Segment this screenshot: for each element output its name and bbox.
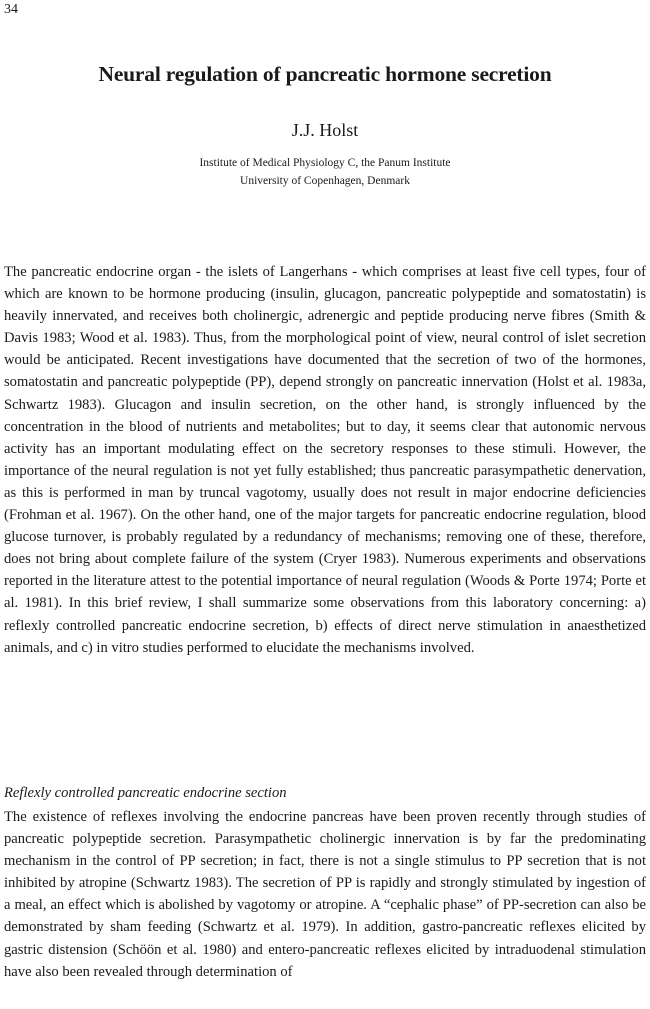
- intro-paragraph: The pancreatic endocrine organ - the islets of Langerhans - which comprises at least five cell types, four of which are known to be hormone producing (insulin, glucagon, pancreatic polypeptide and somatostatin) is heavily innervated, and receives both cholinergic, adrenergic and peptide producing nerve fibres (Smith & Davis 1983; Wood et al. 1983). Thus, from the morphological point of view, neural control of islet secretion would be anticipated. Recent investigations have documented that the secretion of two of the hormones, somatostatin and pancreatic polypeptide (PP), depend strongly on pancreatic innervation (Holst et al. 1983a, Schwartz 1983). Glucagon and insulin secretion, on the other hand, is strongly influenced by the concentration in the blood of nutrients and metabolites; but to day, it seems clear that autonomic nervous activity has an important modulating effect on the secretory responses to these stimuli. However, the importance of the neural regulation is not yet fully established; thus pancreatic parasympathetic denervation, as this is performed in man by truncal vagotomy, usually does not result in major endocrine deficiencies (Frohman et al. 1967). On the other hand, one of the major targets for pancreatic endocrine regulation, blood glucose turnover, is probably regulated by a redundancy of mechanisms; removing one of these, therefore, does not bring about complete failure of the system (Cryer 1983). Numerous experiments and observations reported in the literature attest to the potential importance of neural regulation (Woods & Porte 1974; Porte et al. 1981). In this brief review, I shall summarize some observations from this laboratory concerning: a) reflexly controlled pancreatic endocrine secretion, b) effects of direct nerve stimulation in anaesthetized animals, and c) in vitro studies performed to elucidate the mechanisms involved.: [4, 264, 646, 656]
- section-paragraph: The existence of reflexes involving the endocrine pancreas have been proven recently through studies of pancreatic polypeptide secretion. Parasympathetic cholinergic innervation is by far the predominating mechanism in the control of PP secretion; in fact, there is not a single stimulus to PP secretion that is not inhibited by atropine (Schwartz 1983). The secretion of PP is rapidly and strongly stimulated by ingestion of a meal, an effect which is abolished by vagotomy or atropine. A “cephalic phase” of PP-secretion can also be demonstrated by sham feeding (Schwartz et al. 1979). In addition, gastro-pancreatic reflexes elicited by gastric distension (Schöön et al. 1980) and entero-pancreatic reflexes elicited by intraduodenal stimulation have also been revealed through determination of: [4, 809, 646, 980]
- article-title: Neural regulation of pancreatic hormone secretion: [98, 62, 552, 86]
- reflex-section: [4, 806, 646, 983]
- section-heading: Reflexly controlled pancreatic endocrine section: [4, 785, 287, 801]
- affiliation-line-1: Institute of Medical Physiology C, the Panum Institute: [199, 157, 451, 169]
- intro-section: [4, 261, 646, 659]
- author-name: J.J. Holst: [291, 120, 359, 140]
- page-number: 34: [4, 2, 18, 17]
- affiliation-line-2: University of Copenhagen, Denmark: [240, 175, 410, 187]
- author-affiliation: [0, 154, 650, 190]
